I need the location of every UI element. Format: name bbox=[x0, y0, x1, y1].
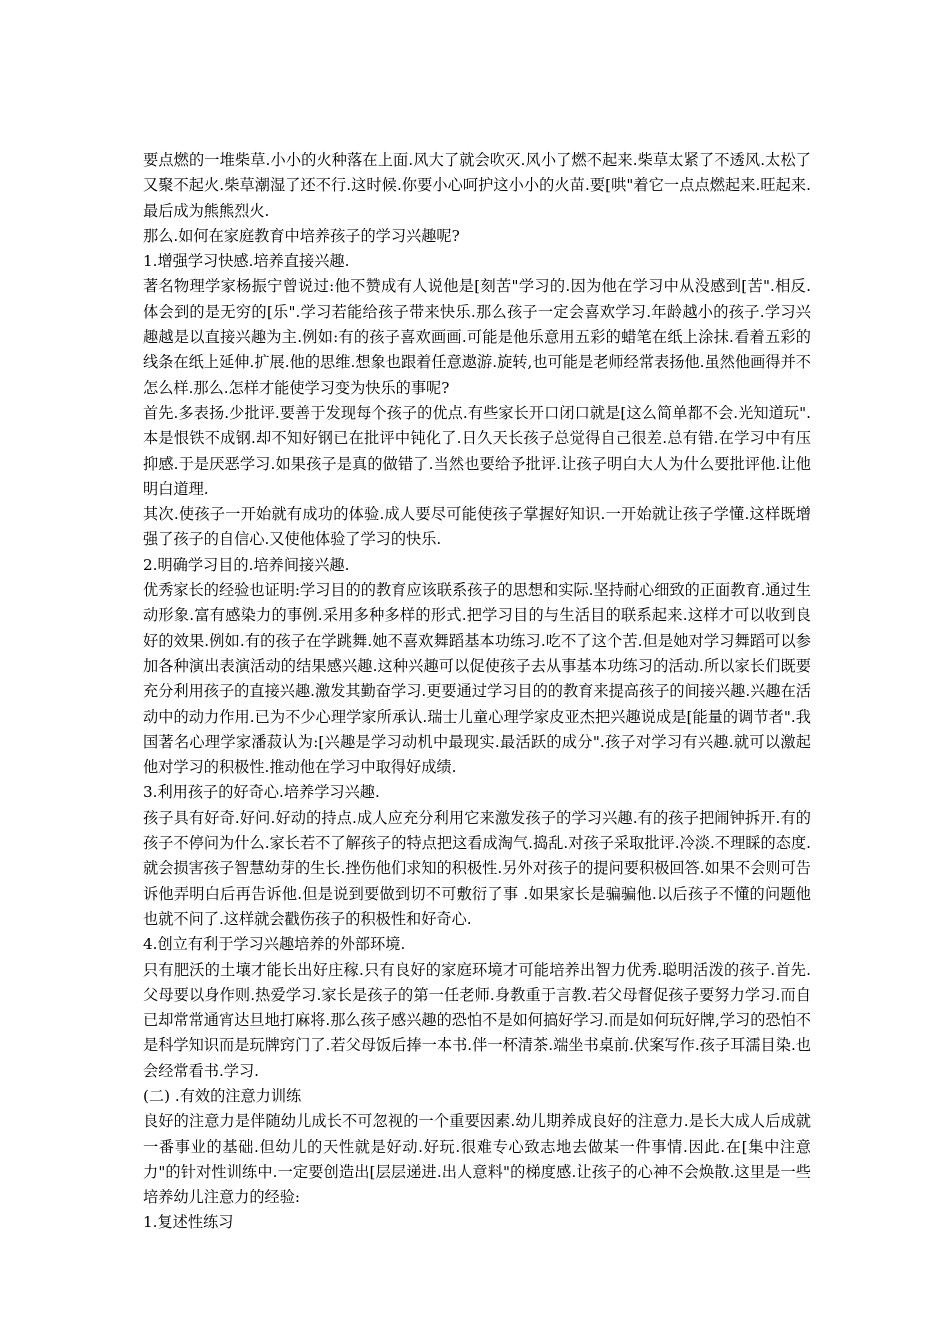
heading-retelling-practice: 1.复述性练习 bbox=[143, 1213, 234, 1232]
paragraph-curiosity: 孩子具有好奇.好问.好动的持点.成人应充分利用它来激发孩子的学习兴趣.有的孩子把闹钟拆开.有的孩子不停问为什么.家长若不了解孩子的特点把这看成淘气.捣乱.对孩子采取批评.冷淡.不理睬的态度.就会损害孩子智慧幼芽的生长.挫伤他们求知的积极性.另外对孩子的提问要积极回答.如果不会则可告诉他弄明白后再告诉他.但是说到要做到切不可敷衍了事 .如果家长是骗骗他.以后孩子不懂的问题他也就不问了.这样就会戳伤孩子的积极性和好奇心. bbox=[143, 808, 811, 928]
paragraph-yang-zhenning: 著名物理学家杨振宁曾说过:他不赞成有人说他是[刻苦"学习的.因为他在学习中从没感到[苦".相反.体会到的是无穷的[乐".学习若能给孩子带来快乐.那么孩子一定会喜欢学习.年龄越小的孩子.学习兴趣越是以直接兴趣为主.例如:有的孩子喜欢画画.可能是他乐意用五彩的蜡笔在纸上涂抹.看着五彩的线条在纸上延伸.扩展.他的思维.想象也跟着任意遨游.旋转,也可能是老师经常表扬他.虽然他画得并不怎么样.那么.怎样才能使学习变为快乐的事呢? bbox=[143, 277, 811, 397]
paragraph-environment: 只有肥沃的土壤才能长出好庄稼.只有良好的家庭环境才可能培养出智力优秀.聪明活泼的孩子.首先.父母要以身作则.热爱学习.家长是孩子的第一任老师.身教重于言教.若父母督促孩子要努力学习.而自已却常常通宵达旦地打麻将.那么孩子感兴趣的恐怕不是如何搞好学习.而是如何玩好牌,学习的恐怕不是科学知识而是玩牌窍门了.若父母饭后捧一本书.伴一杯清茶.端坐书桌前.伏案写作.孩子耳濡目染.也会经常看书.学习. bbox=[143, 960, 811, 1080]
document-body bbox=[143, 148, 811, 1236]
paragraph-success-experience: 其次.使孩子一开始就有成功的体验.成人要尽可能使孩子掌握好知识.一开始就让孩子学懂.这样既增强了孩子的自信心.又使他体验了学习的快乐. bbox=[143, 505, 811, 549]
heading-attention-training: (二) .有效的注意力训练 bbox=[143, 1086, 302, 1105]
paragraph-praise-more: 首先.多表扬.少批评.要善于发现每个孩子的优点.有些家长开口闭口就是[这么简单都不会.光知道玩".本是恨铁不成钢.却不知好钢已在批评中钝化了.日久天长孩子总觉得自己很差.总有错.在学习中有压抑感.于是厌恶学习.如果孩子是真的做错了.当然也要给予批评.让孩子明白大人为什么要批评他.让他明白道理. bbox=[143, 403, 811, 498]
heading-section-3: 3.利用孩子的好奇心.培养学习兴趣. bbox=[143, 783, 380, 802]
paragraph-learning-purpose: 优秀家长的经验也证明:学习目的的教育应该联系孩子的思想和实际.坚持耐心细致的正面教育.通过生动形象.富有感染力的事例.采用多种多样的形式.把学习目的与生活目的联系起来.这样才可以收到良好的效果.例如.有的孩子在学跳舞.她不喜欢舞蹈基本功练习.吃不了这个苦.但是她对学习舞蹈可以参加各种演出表演活动的结果感兴趣.这种兴趣可以促使孩子去从事基本功练习的活动.所以家长们既要充分利用孩子的直接兴趣.激发其勤奋学习.更要通过学习目的的教育来提高孩子的间接兴趣.兴趣在活动中的动力作用.已为不少心理学家所承认.瑞士儿童心理学家皮亚杰把兴趣说成是[能量的调节者".我国著名心理学家潘菽认为:[兴趣是学习动机中最现实.最活跃的成分".孩子对学习有兴趣.就可以激起他对学习的积极性.推动他在学习中取得好成绩. bbox=[143, 581, 811, 777]
paragraph-attention: 良好的注意力是伴随幼儿成长不可忽视的一个重要因素.幼儿期养成良好的注意力.是长大成人后成就一番事业的基础.但幼儿的天性就是好动.好玩.很难专心致志地去做某一件事情.因此.在[集中注意力"的针对性训练中.一定要创造出[层层递进.出人意料"的梯度感.让孩子的心神不会焕散.这里是一些培养幼儿注意力的经验: bbox=[143, 1112, 811, 1207]
heading-section-4: 4.创立有利于学习兴趣培养的外部环境. bbox=[143, 935, 406, 954]
paragraph-kindling-metaphor: 要点燃的一堆柴草.小小的火种落在上面.风大了就会吹灭.风小了燃不起来.柴草太紧了不透风.太松了又聚不起火.柴草潮湿了还不行.这时候.你要小心呵护这小小的火苗.要[哄"着它一点点燃起来.旺起来.最后成为熊熊烈火. bbox=[143, 151, 811, 220]
paragraph-question: 那么.如何在家庭教育中培养孩子的学习兴趣呢? bbox=[143, 226, 460, 245]
heading-section-1: 1.增强学习快感.培养直接兴趣. bbox=[143, 252, 350, 271]
heading-section-2: 2.明确学习目的.培养间接兴趣. bbox=[143, 555, 350, 574]
